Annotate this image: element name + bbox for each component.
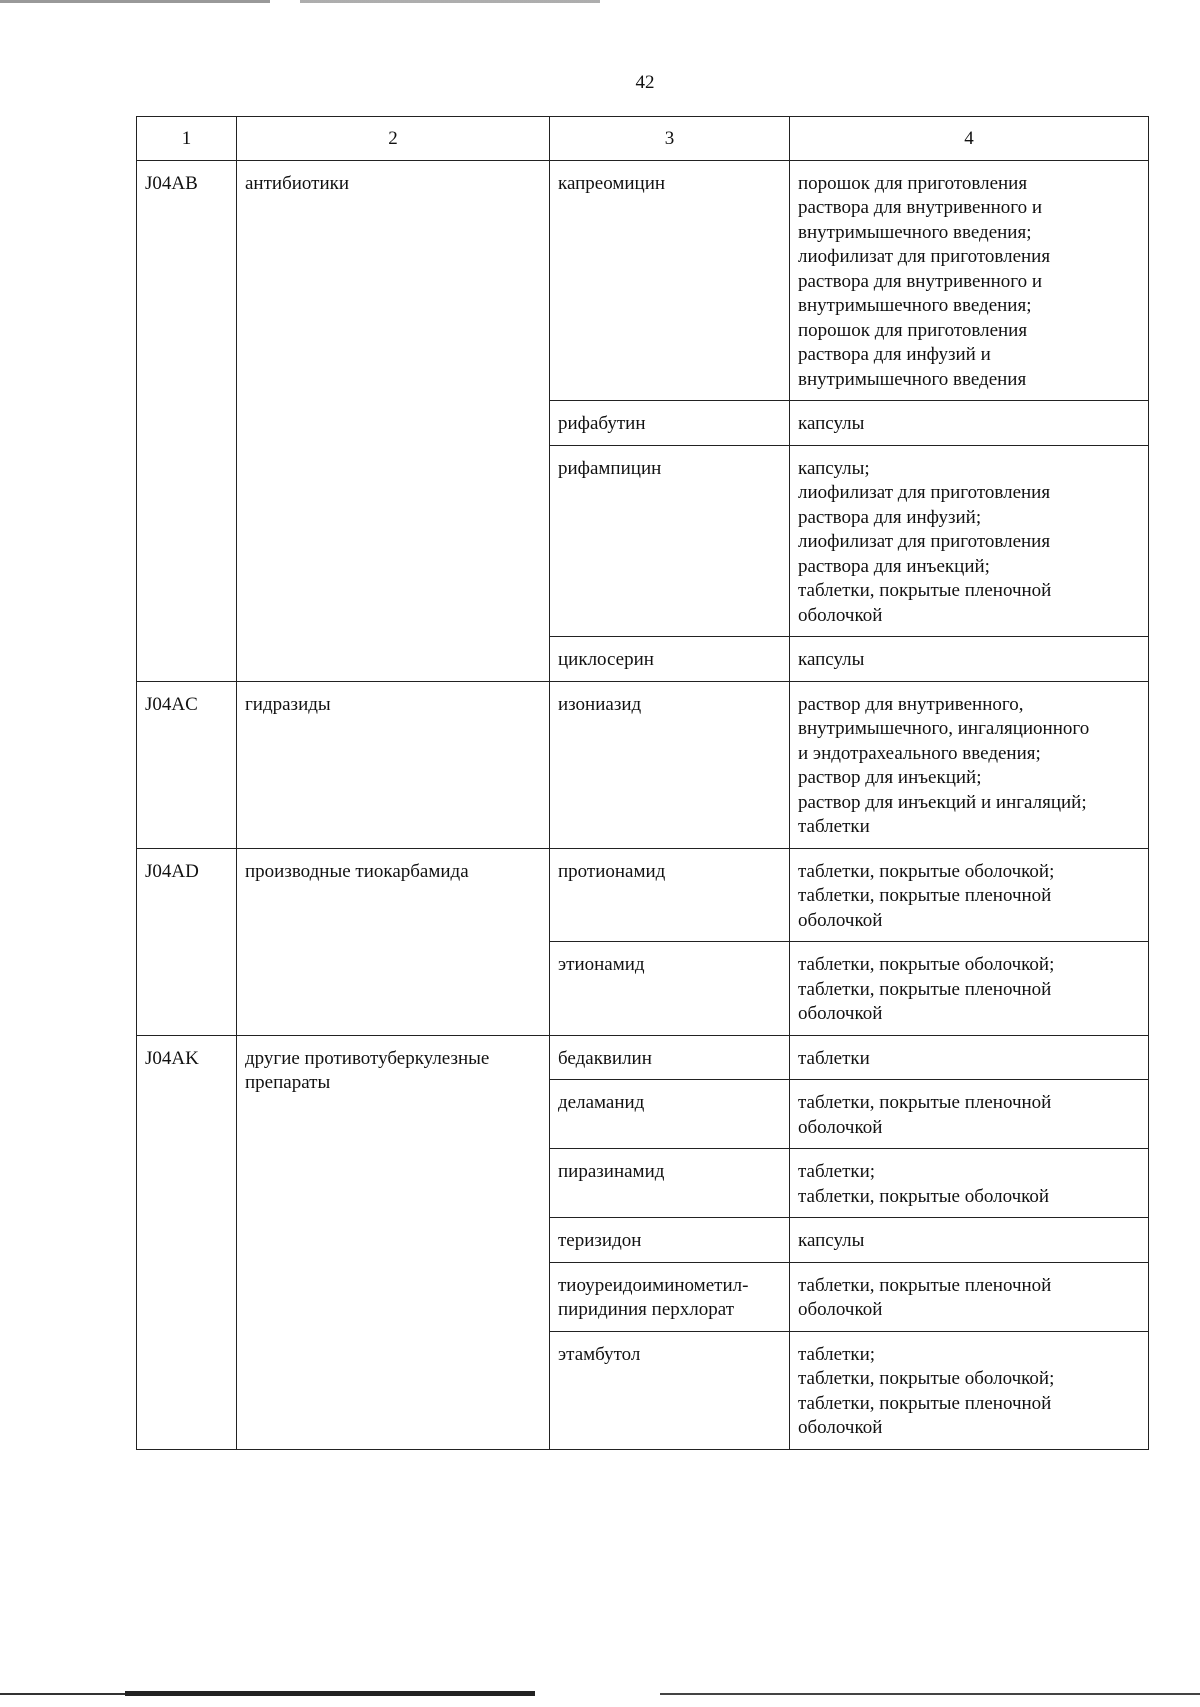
dosage-forms-cell [790,401,1149,446]
table-row [137,848,1149,942]
dosage-form-line: раствора для внутривенного и [798,270,1043,292]
dosage-form-line: раствора для инъекций; [798,555,990,577]
dosage-forms-cell [790,681,1149,848]
drug-name-cell: тиоуреидоиминометил-пиридиния перхлорат [550,1262,790,1331]
table-row [137,681,1149,848]
dosage-form-line: таблетки, покрытые пленочной [798,1392,1052,1414]
group-name-cell: другие противотуберкулезные препараты [237,1035,550,1449]
dosage-form-line: капсулы; [798,457,870,479]
column-header: 2 [237,117,550,161]
atc-code-cell: J04AK [137,1035,237,1449]
dosage-form-line: оболочкой [798,1299,883,1320]
table-row [137,1035,1149,1080]
header-row [137,117,1149,161]
dosage-form-line: таблетки, покрытые пленочной [798,1092,1052,1113]
drug-name-cell: деламанид [550,1080,790,1149]
dosage-form-line: таблетки, покрытые пленочной [798,580,1052,601]
dosage-forms-cell [790,1149,1149,1218]
dosage-form-line: раствор для инъекций; [798,767,982,788]
table-body [137,160,1149,1449]
dosage-form-line: раствор для внутривенного, [798,693,1024,715]
atc-code-cell: J04AB [137,160,237,681]
dosage-form-line: оболочкой [798,1003,883,1024]
dosage-form-line: внутримышечного, ингаляционного [798,718,1090,739]
dosage-form-line: таблетки, покрытые оболочкой; [798,1368,1055,1389]
dosage-form-line: лиофилизат для приготовления [798,482,1051,503]
dosage-form-line: таблетки [798,816,870,837]
dosage-form-line: таблетки, покрытые пленочной [798,1274,1052,1296]
dosage-form-line: таблетки; [798,1343,876,1365]
dosage-form-line: таблетки, покрытые пленочной [798,978,1052,1000]
dosage-form-line: порошок для приготовления [798,172,1028,194]
dosage-form-line: раствора для инфузий; [798,506,982,528]
dosage-form-line: внутримышечного введения [798,368,1027,390]
column-header: 1 [137,117,237,161]
dosage-forms-cell [790,1035,1149,1080]
atc-code-cell: J04AD [137,848,237,1035]
dosage-form-line: таблетки, покрытые пленочной [798,885,1052,906]
dosage-form-line: таблетки, покрытые оболочкой [798,1185,1050,1207]
drug-name-cell: изониазид [550,681,790,848]
dosage-forms-cell [790,1262,1149,1331]
dosage-form-line: таблетки, покрытые оболочкой; [798,860,1055,882]
drug-name-cell: рифампицин [550,445,790,637]
dosage-form-line: оболочкой [798,604,883,626]
dosage-form-line: оболочкой [798,909,883,931]
dosage-forms-cell [790,445,1149,637]
dosage-form-line: раствора для внутривенного и [798,197,1043,218]
drug-name-cell: рифабутин [550,401,790,446]
drug-name-cell: протионамид [550,848,790,942]
drug-name-cell: этамбутол [550,1331,790,1449]
dosage-form-line: таблетки [798,1047,870,1069]
group-name-cell: производные тиокарбамида [237,848,550,1035]
dosage-form-line: внутримышечного введения; [798,221,1032,243]
atc-code-cell: J04AC [137,681,237,848]
dosage-forms-cell [790,637,1149,682]
dosage-form-line: оболочкой [798,1116,883,1138]
drug-table [136,116,1149,1450]
group-name-cell: антибиотики [237,160,550,681]
dosage-forms-cell [790,1218,1149,1263]
drug-name-cell: циклосерин [550,637,790,682]
drug-name-cell: бедаквилин [550,1035,790,1080]
table-row [137,160,1149,401]
dosage-form-line: капсулы [798,1230,865,1251]
dosage-form-line: лиофилизат для приготовления [798,246,1051,267]
drug-name-cell: этионамид [550,942,790,1036]
dosage-form-line: внутримышечного введения; [798,295,1032,316]
dosage-form-line: оболочкой [798,1417,883,1438]
dosage-form-line: лиофилизат для приготовления [798,531,1051,552]
column-header: 3 [550,117,790,161]
dosage-form-line: раствор для инъекций и ингаляций; [798,791,1087,813]
dosage-forms-cell [790,1331,1149,1449]
dosage-forms-cell [790,942,1149,1036]
scan-edge-bottom [0,1691,1200,1697]
group-name-cell: гидразиды [237,681,550,848]
page-number: 42 [635,72,655,93]
dosage-form-line: и эндотрахеального введения; [798,742,1041,764]
dosage-forms-cell [790,160,1149,401]
dosage-form-line: таблетки, покрытые оболочкой; [798,954,1055,975]
scan-edge-top [0,0,600,3]
dosage-form-line: порошок для приготовления [798,319,1028,341]
dosage-form-line: капсулы [798,413,865,434]
drug-name-cell: теризидон [550,1218,790,1263]
dosage-forms-cell [790,1080,1149,1149]
drug-name-cell: пиразинамид [550,1149,790,1218]
column-header: 4 [790,117,1149,161]
dosage-form-line: раствора для инфузий и [798,344,991,365]
dosage-forms-cell [790,848,1149,942]
drug-name-cell: капреомицин [550,160,790,401]
dosage-form-line: таблетки; [798,1161,876,1182]
dosage-form-line: капсулы [798,649,865,670]
